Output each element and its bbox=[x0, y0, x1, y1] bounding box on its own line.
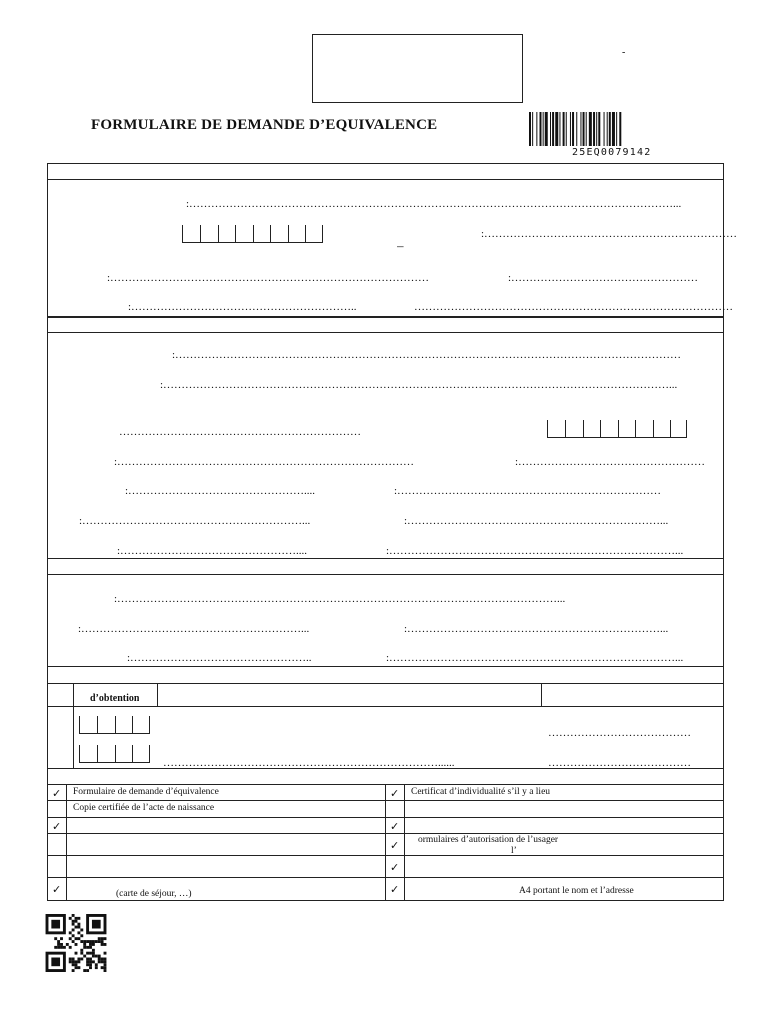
s4-row1-right-field[interactable]: ………………………………… bbox=[548, 727, 691, 739]
left-doc-cell bbox=[66, 833, 386, 856]
s4-col-divider-2 bbox=[541, 683, 542, 706]
right-checkbox-cell[interactable] bbox=[385, 877, 405, 901]
s2-row7-right-field[interactable]: :……………………………………………………………………... bbox=[386, 545, 684, 557]
s4-year-boxes-2[interactable] bbox=[79, 745, 150, 763]
s4-col-divider-1 bbox=[157, 683, 158, 706]
left-doc-label: Formulaire de demande d’équivalence bbox=[73, 787, 219, 797]
left-doc-cell bbox=[66, 784, 386, 801]
s4-left-divider bbox=[73, 683, 74, 768]
s1-row3-left-field[interactable]: :…………………………………………………………………………… bbox=[107, 272, 430, 284]
check-mark-icon: ✓ bbox=[390, 819, 400, 833]
left-checkbox-cell[interactable] bbox=[47, 800, 67, 818]
right-doc-label: Certificat d’individualité s’il y a lieu bbox=[411, 787, 551, 797]
s3-row2-left-field[interactable]: :……………………………………………………... bbox=[78, 623, 310, 635]
s3-row3-left-field[interactable]: :………………………………………….. bbox=[127, 652, 312, 664]
right-doc-cell bbox=[404, 800, 724, 818]
s2-row4-left-field[interactable]: :……………………………………………………………………… bbox=[114, 456, 415, 468]
check-mark-icon: ✓ bbox=[390, 860, 400, 874]
right-doc-cell bbox=[404, 877, 724, 901]
s1-row3-right-field[interactable]: :…………………………………………… bbox=[508, 272, 699, 284]
section3-top-line bbox=[47, 558, 724, 559]
left-doc-label: Copie certifiée de l’acte de naissance bbox=[73, 803, 215, 813]
left-checkbox-cell[interactable] bbox=[47, 855, 67, 878]
s2-row6-right-field[interactable]: :……………………………………………………………... bbox=[404, 515, 669, 527]
check-mark-icon: ✓ bbox=[390, 786, 400, 800]
left-doc-cell bbox=[66, 877, 386, 901]
section2-top-line bbox=[47, 316, 724, 318]
check-mark-icon: ✓ bbox=[390, 838, 400, 852]
s3-row1-field[interactable]: :…………………………………………………………………………………………………………... bbox=[114, 593, 566, 605]
left-doc-cell bbox=[66, 800, 386, 818]
s1-digit-boxes[interactable] bbox=[182, 225, 323, 243]
right-doc-cell bbox=[404, 817, 724, 834]
s2-row6-left-field[interactable]: :……………………………………………………... bbox=[79, 515, 311, 527]
check-mark-icon: ✓ bbox=[52, 786, 62, 800]
s2-row7-left-field[interactable]: :………………………………………….... bbox=[117, 545, 308, 557]
s2-row5-right-field[interactable]: :……………………………………………………………… bbox=[394, 485, 662, 497]
left-doc-label: (carte de séjour, …) bbox=[116, 889, 192, 899]
obtention-label: d’obtention bbox=[90, 693, 140, 704]
section4-top-line bbox=[47, 666, 724, 667]
right-doc-cell bbox=[404, 784, 724, 801]
section1-top-line bbox=[47, 163, 724, 164]
check-mark-icon: ✓ bbox=[52, 819, 62, 833]
s2-row5-left-field[interactable]: :………………………………………….... bbox=[125, 485, 316, 497]
check-mark-icon: ✓ bbox=[390, 883, 400, 896]
barcode-number: 25EQ0079142 bbox=[572, 147, 652, 158]
right-checkbox-cell[interactable] bbox=[385, 800, 405, 818]
section3-header-line bbox=[47, 574, 724, 575]
right-checkbox-cell[interactable] bbox=[385, 833, 405, 856]
section4-header-line bbox=[47, 683, 724, 684]
right-doc-label: l’ bbox=[511, 846, 517, 856]
s4-row2-mid-field[interactable]: …………………………………………………………………...... bbox=[163, 757, 455, 769]
right-doc-cell bbox=[404, 833, 724, 856]
left-checkbox-cell[interactable] bbox=[47, 817, 67, 834]
s4-year-boxes-1[interactable] bbox=[79, 716, 150, 734]
s2-row2-field[interactable]: :…………………………………………………………………………………………………………………………... bbox=[160, 379, 678, 391]
left-checkbox-cell[interactable] bbox=[47, 833, 67, 856]
s2-row4-right-field[interactable]: :…………………………………………… bbox=[515, 456, 706, 468]
tiny-mark: - bbox=[622, 47, 626, 58]
qr-code-image bbox=[45, 914, 107, 972]
s1-row4-right-field[interactable]: …………………………………………………………………………… bbox=[414, 301, 733, 313]
left-doc-cell bbox=[66, 817, 386, 834]
left-checkbox-cell[interactable] bbox=[47, 877, 67, 901]
right-doc-label: ormulaires d’autorisation de l’usager bbox=[418, 835, 559, 845]
s1-dash: – bbox=[397, 240, 404, 252]
s3-row3-right-field[interactable]: :……………………………………………………………………... bbox=[386, 652, 684, 664]
section1-header-line bbox=[47, 179, 724, 180]
right-checkbox-cell[interactable] bbox=[385, 817, 405, 834]
s2-row1-field[interactable]: :………………………………………………………………………………………………………………………… bbox=[172, 349, 682, 361]
s4-subheader-line bbox=[47, 706, 724, 707]
right-checkbox-cell[interactable] bbox=[385, 784, 405, 801]
s1-row4-left-field[interactable]: :…………………………………………………….. bbox=[128, 301, 357, 313]
right-checkbox-cell[interactable] bbox=[385, 855, 405, 878]
s4-row2-right-field[interactable]: ………………………………… bbox=[548, 757, 691, 769]
left-doc-cell bbox=[66, 855, 386, 878]
right-doc-label: A4 portant le nom et l’adresse bbox=[519, 886, 634, 896]
check-mark-icon: ✓ bbox=[52, 883, 62, 896]
left-checkbox-cell[interactable] bbox=[47, 784, 67, 801]
right-doc-cell bbox=[404, 846, 724, 878]
barcode-image bbox=[527, 112, 707, 150]
section2-header-line bbox=[47, 332, 724, 333]
s1-row1-field[interactable]: :……………………………………………………………………………………………………………………... bbox=[186, 198, 682, 210]
page-title: FORMULAIRE DE DEMANDE D’EQUIVALENCE bbox=[91, 117, 438, 133]
s1-row2-right-field[interactable]: :…………………………………………………………… bbox=[481, 228, 738, 240]
s2-row3-left-field[interactable]: ………………………………………………………… bbox=[119, 426, 361, 438]
s3-row2-right-field[interactable]: :……………………………………………………………... bbox=[404, 623, 669, 635]
photo-box bbox=[312, 34, 523, 103]
s2-digit-boxes[interactable] bbox=[547, 420, 687, 438]
